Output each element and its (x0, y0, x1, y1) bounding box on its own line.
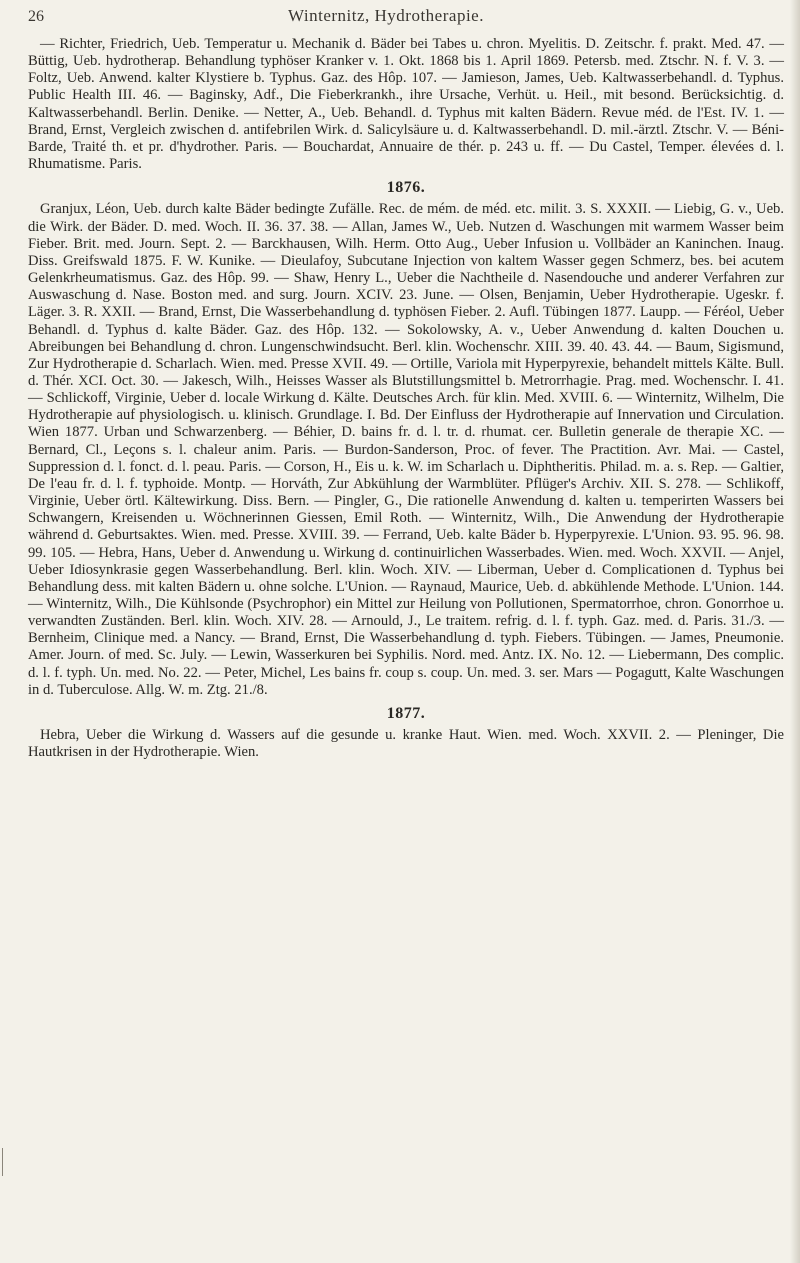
page-edge-shadow (790, 0, 800, 1263)
bibliography-paragraph-1875: — Richter, Friedrich, Ueb. Temperatur u. Mechanik d. Bäder bei Tabes u. chron. Myelitis. D. Zeitschr. f. prakt. Med. 47. — Büttig, Ueb. hydrotherap. Behandlung typhöser Kranker v. 1. Okt. 1868 bis 1. April 1869. Petersb. med. Ztschr. N. f. V. 3. — Foltz, Ueb. Anwend. kalter Klystiere b. Typhus. Gaz. des Hôp. 107. — Jamieson, James, Ueb. Kaltwasserbehandl. d. Typhus. Public Health III. 46. — Baginsky, Adf., Die Fieberkrankh., ihre Ursache, Verhüt. u. Heil., mit besond. Berücksichtig. d. Kaltwasserbehandl. Berlin. Denike. — Netter, A., Ueb. Behandl. d. Typhus mit kalten Bädern. Revue méd. de l'Est. IV. 1. — Brand, Ernst, Vergleich zwischen d. antifebrilen Wirk. d. Salicylsäure u. d. Kaltwasserbehandl. D. mil.-ärztl. Ztschr. V. — Béni-Barde, Traité th. et pr. d'hydrother. Paris. — Bouchardat, Annuaire de thér. p. 243 u. ff. — Du Castel, Temper. élevées d. l. Rhumatisme. Paris. (28, 36, 784, 173)
running-title: Winternitz, Hydrotherapie. (288, 6, 484, 25)
year-heading-1877: 1877. (386, 704, 426, 722)
bibliography-body (28, 36, 784, 761)
bibliography-paragraph-1876: Granjux, Léon, Ueb. durch kalte Bäder bedingte Zufälle. Rec. de mém. de méd. etc. milit. 3. S. XXXII. — Liebig, G. v., Ueb. die Wirk. der Bäder. D. med. Woch. II. 36. 37. 38. — Allan, James W., Ueb. Nutzen d. Waschungen mit warmem Wasser beim Fieber. Brit. med. Journ. Sept. 2. — Barckhausen, Wilh. Herm. Otto Aug., Ueber Infusion u. Vollbäder an Kaninchen. Inaug. Diss. Greifswald 1875. F. W. Kunike. — Dieulafoy, Subcutane Injection von kaltem Wasser gegen Schmerz, bes. bei acutem Gelenkrheumatismus. Gaz. des Hôp. 99. — Shaw, Henry L., Ueber die Nachtheile d. Nasendouche und anderer Verfahren zur Auswaschung d. Nase. Boston med. and surg. Journ. XCIV. 23. June. — Olsen, Benjamin, Ueber Hydrotherapie. Ugeskr. f. Läger. 3. R. XXII. — Brand, Ernst, Die Wasserbehandlung d. typhösen Fieber. 2. Aufl. Tübingen 1877. Laupp. — Féréol, Ueber Behandl. d. Typhus d. kalte Bäder. Gaz. des Hôp. 132. — Sokolowsky, A. v., Ueber Anwendung d. kalten Douchen u. Abreibungen bei Behandlung d. chron. Lungenschwindsucht. Berl. klin. Wochenschr. XIII. 39. 40. 43. 44. — Baum, Sigismund, Zur Hydrotherapie d. Scharlach. Wien. med. Presse XVII. 49. — Ortille, Variola mit Hyperpyrexie, behandelt mittels Kälte. Bull. d. Thér. XCI. Oct. 30. — Jakesch, Wilh., Heisses Wasser als Blutstillungsmittel b. Metrorrhagie. Prag. med. Wochenschr. I. 41. — Schlickoff, Virginie, Ueber d. locale Wirkung d. Kälte. Deutsches Arch. für klin. Med. XVIII. 6. — Winternitz, Wilhelm, Die Hydrotherapie auf physiologisch. u. klinisch. Grundlage. I. Bd. Der Einfluss der Hydrotherapie auf Innervation und Circulation. Wien 1877. Urban und Schwarzenberg. — Béhier, D. bains fr. d. l. tr. d. rhumat. cer. Bulletin generale de therapie XC. — Bernard, Cl., Leçons s. l. chaleur anim. Paris. — Burdon-Sanderson, Proc. of fever. The Practition. Avr. Mai. — Castel, Suppression d. l. fonct. d. l. peau. Paris. — Corson, H., Eis u. k. W. im Scharlach u. Diphtheritis. Philad. m. a. s. Rep. — Galtier, De l'eau fr. d. l. f. typhoide. Montp. — Horváth, Zur Abkühlung der Warmblüter. Pflüger's Archiv. XII. S. 278. — Schlikoff, Virginie, Ueber örtl. Kältewirkung. Diss. Bern. — Pingler, G., Die rationelle Anwendung d. kalten u. temperirten Wassers bei Schwangern, Kreisenden u. Wöchnerinnen Giessen, Emil Roth. — Winternitz, Wilh., Die Anwendung der Hydrotherapie während d. Geburtsaktes. Wien. med. Presse. XVIII. 39. — Ferrand, Ueb. kalte Bäder b. Hyperpyrexie. L'Union. 93. 95. 96. 98. 99. 105. — Hebra, Hans, Ueber d. Anwendung u. Wirkung d. continuirlichen Wasserbades. Wien. med. Woch. XXVII. — Anjel, Ueber Idiosynkrasie gegen Wasserbehandlung. Berl. klin. Woch. XIV. — Liberman, Ueber d. Complicationen d. Typhus bei Behandlung dess. mit kalten Bädern u. ohne solche. L'Union. — Raynaud, Maurice, Ueb. d. abkühlende Methode. L'Union. 144. — Winternitz, Wilh., Die Kühlsonde (Psychrophor) ein Mittel zur Heilung von Pollutionen, Spermatorrhoe, chron. Gonorrhoe u. verwandten Zuständen. Berl. klin. Woch. XIV. 28. — Arnould, J., Le traitem. refrig. d. l. f. typh. Gaz. med. d. Paris. 31./3. — Bernheim, Clinique med. a Nancy. — Brand, Ernst, Die Wasserbehandlung d. typh. Fiebers. Tübingen. — James, Pneumonie. Amer. Journ. of med. Sc. July. — Lewin, Wasserkuren bei Syphilis. Nord. med. Antz. IX. No. 12. — Liebermann, Des complic. d. l. f. typh. Un. med. No. 22. — Peter, Michel, Les bains fr. coup s. coup. Un. med. 3. ser. Mars — Pogagutt, Kalte Waschungen in d. Tuberculose. Allg. W. m. Ztg. 21./8. (28, 201, 784, 698)
page-number: 26 (28, 8, 44, 25)
running-header (28, 6, 784, 36)
margin-mark (2, 1148, 3, 1176)
year-heading-1876: 1876. (386, 179, 426, 197)
bibliography-paragraph-1877: Hebra, Ueber die Wirkung d. Wassers auf die gesunde u. kranke Haut. Wien. med. Woch. XXVII. 2. — Pleninger, Die Hautkrisen in der Hydrotherapie. Wien. (28, 727, 784, 761)
